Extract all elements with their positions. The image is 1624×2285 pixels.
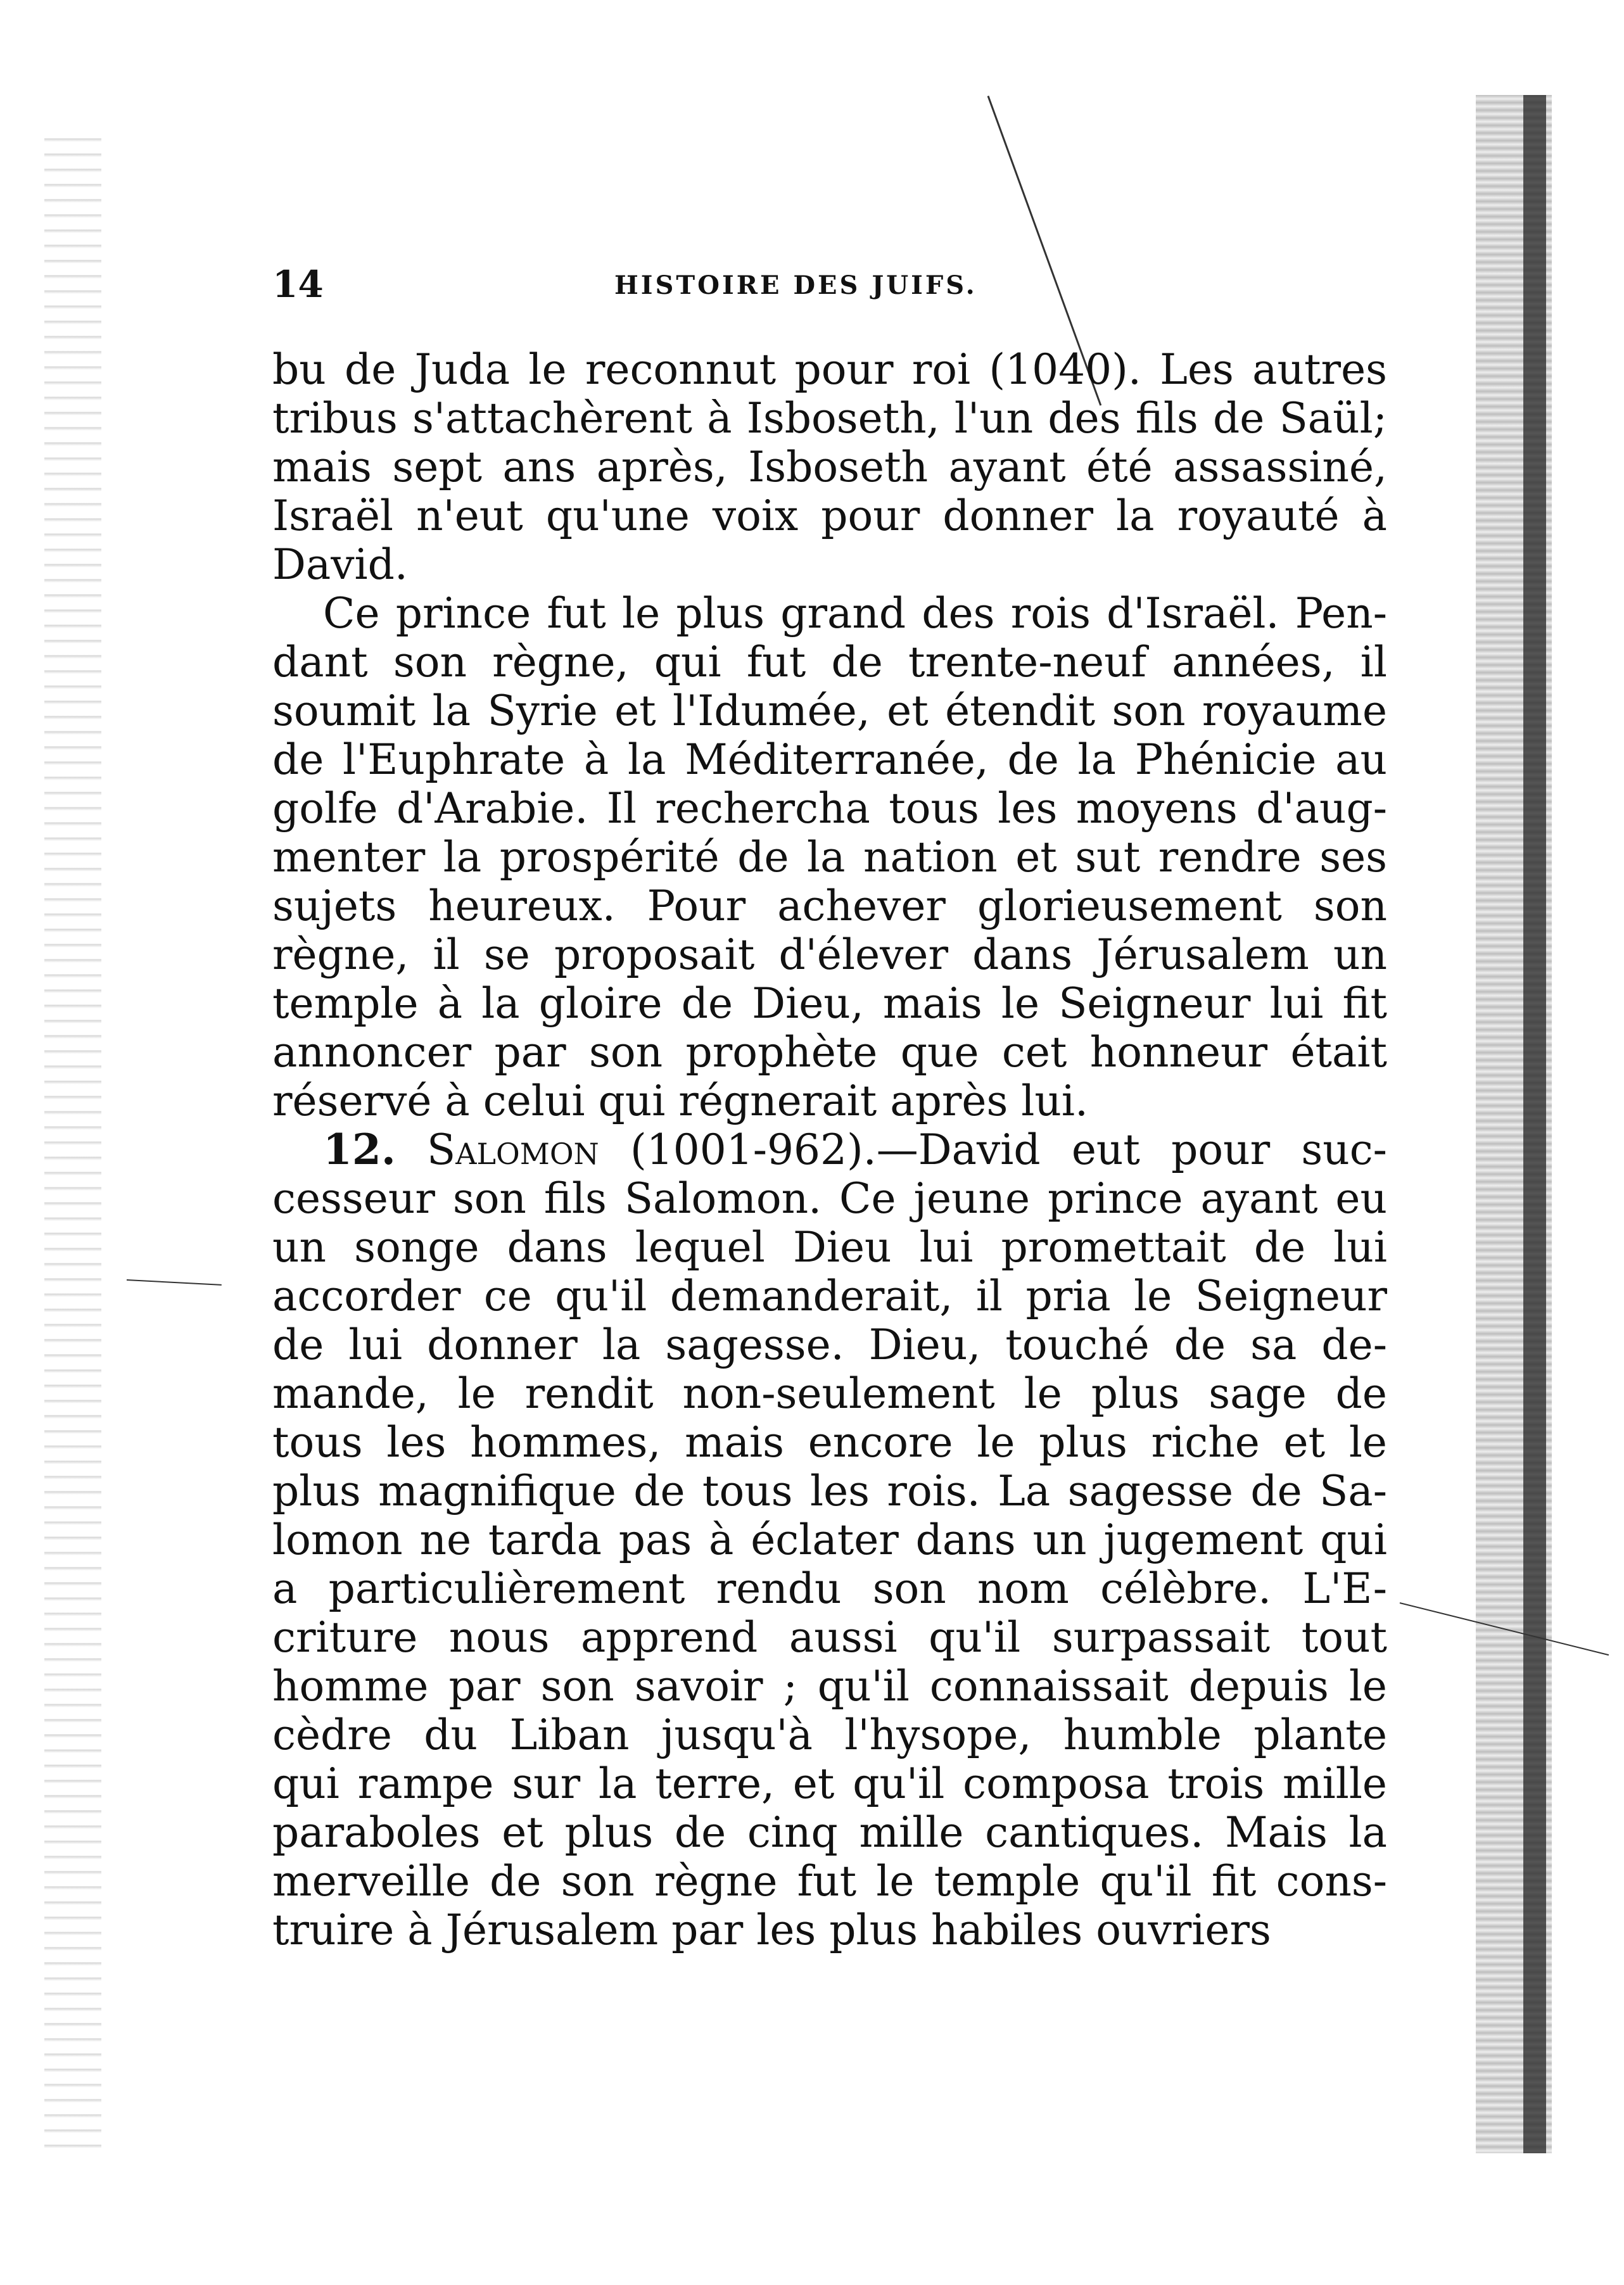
text-line: tous les hommes, mais encore le plus riche et le [272,1418,1387,1467]
scan-artifact-line [127,1279,222,1286]
scan-edge-left [44,127,101,2153]
text-line: criture nous apprend aussi qu'il surpassait tout [272,1613,1387,1662]
running-title: HISTOIRE DES JUIFS. [614,270,977,300]
text-line: cesseur son fils Salomon. Ce jeune prince ayant eu [272,1174,1387,1223]
text-line: truire à Jérusalem par les plus habiles ouvriers [272,1906,1271,1954]
text-line: Israël n'eut qu'une voix pour donner la royauté à [272,491,1387,540]
text-line: cèdre du Liban jusqu'à l'hysope, humble plante [272,1711,1387,1759]
text-line: mais sept ans après, Isboseth ayant été assassiné, [272,443,1387,491]
text-line: de lui donner la sagesse. Dieu, touché de sa de- [272,1320,1387,1369]
text-line: David. [272,540,408,589]
text-line: bu de Juda le reconnut pour roi (1040). Les autres [272,345,1387,394]
text-line: règne, il se proposait d'élever dans Jérusalem un [272,930,1387,979]
paragraph [272,1125,1387,1954]
text-line: accorder ce qu'il demanderait, il pria le Seigneur [272,1272,1387,1320]
text-line: mande, le rendit non-seulement le plus sage de [272,1369,1387,1418]
paragraph [272,589,1387,1125]
scan-edge-right-shadow [1523,95,1546,2153]
page-number: 14 [272,263,324,306]
text-line: paraboles et plus de cinq mille cantiques. Mais la [272,1808,1387,1857]
text-line: lomon ne tarda pas à éclater dans un jugement qui [272,1516,1387,1564]
paragraph [272,345,1387,589]
text-line: de l'Euphrate à la Méditerranée, de la Phénicie au [272,735,1387,784]
page-header [272,263,1140,320]
text-line: tribus s'attachèrent à Isboseth, l'un des fils de Saül; [272,394,1387,443]
text-line: merveille de son règne fut le temple qu'il fit cons- [272,1857,1387,1906]
text-line: un songe dans lequel Dieu lui promettait de lui [272,1223,1387,1272]
body-text [272,345,1387,1954]
section-title: Salomon [427,1125,599,1174]
text-line: dant son règne, qui fut de trente-neuf années, il [272,638,1387,687]
text-line: réservé à celui qui régnerait après lui. [272,1077,1088,1125]
section-heading-line [272,1125,1387,1174]
text-line: qui rampe sur la terre, et qu'il composa trois mille [272,1759,1387,1808]
text-line: temple à la gloire de Dieu, mais le Seigneur lui fit [272,979,1387,1028]
text-line: a particulièrement rendu son nom célèbre. L'E- [272,1564,1387,1613]
section-line-text: (1001-962).—David eut pour suc- [599,1125,1387,1174]
text-line: plus magnifique de tous les rois. La sagesse de Sa- [272,1467,1387,1516]
text-line: Ce prince fut le plus grand des rois d'Israël. Pen- [323,589,1387,638]
section-number: 12. [323,1125,396,1174]
text-line: homme par son savoir ; qu'il connaissait depuis le [272,1662,1387,1711]
text-line: golfe d'Arabie. Il rechercha tous les moyens d'aug- [272,784,1387,833]
text-line: annoncer par son prophète que cet honneur était [272,1028,1387,1077]
text-line: menter la prospérité de la nation et sut rendre ses [272,833,1387,882]
text-line: soumit la Syrie et l'Idumée, et étendit son royaume [272,687,1387,735]
text-line: sujets heureux. Pour achever glorieusement son [272,882,1387,930]
